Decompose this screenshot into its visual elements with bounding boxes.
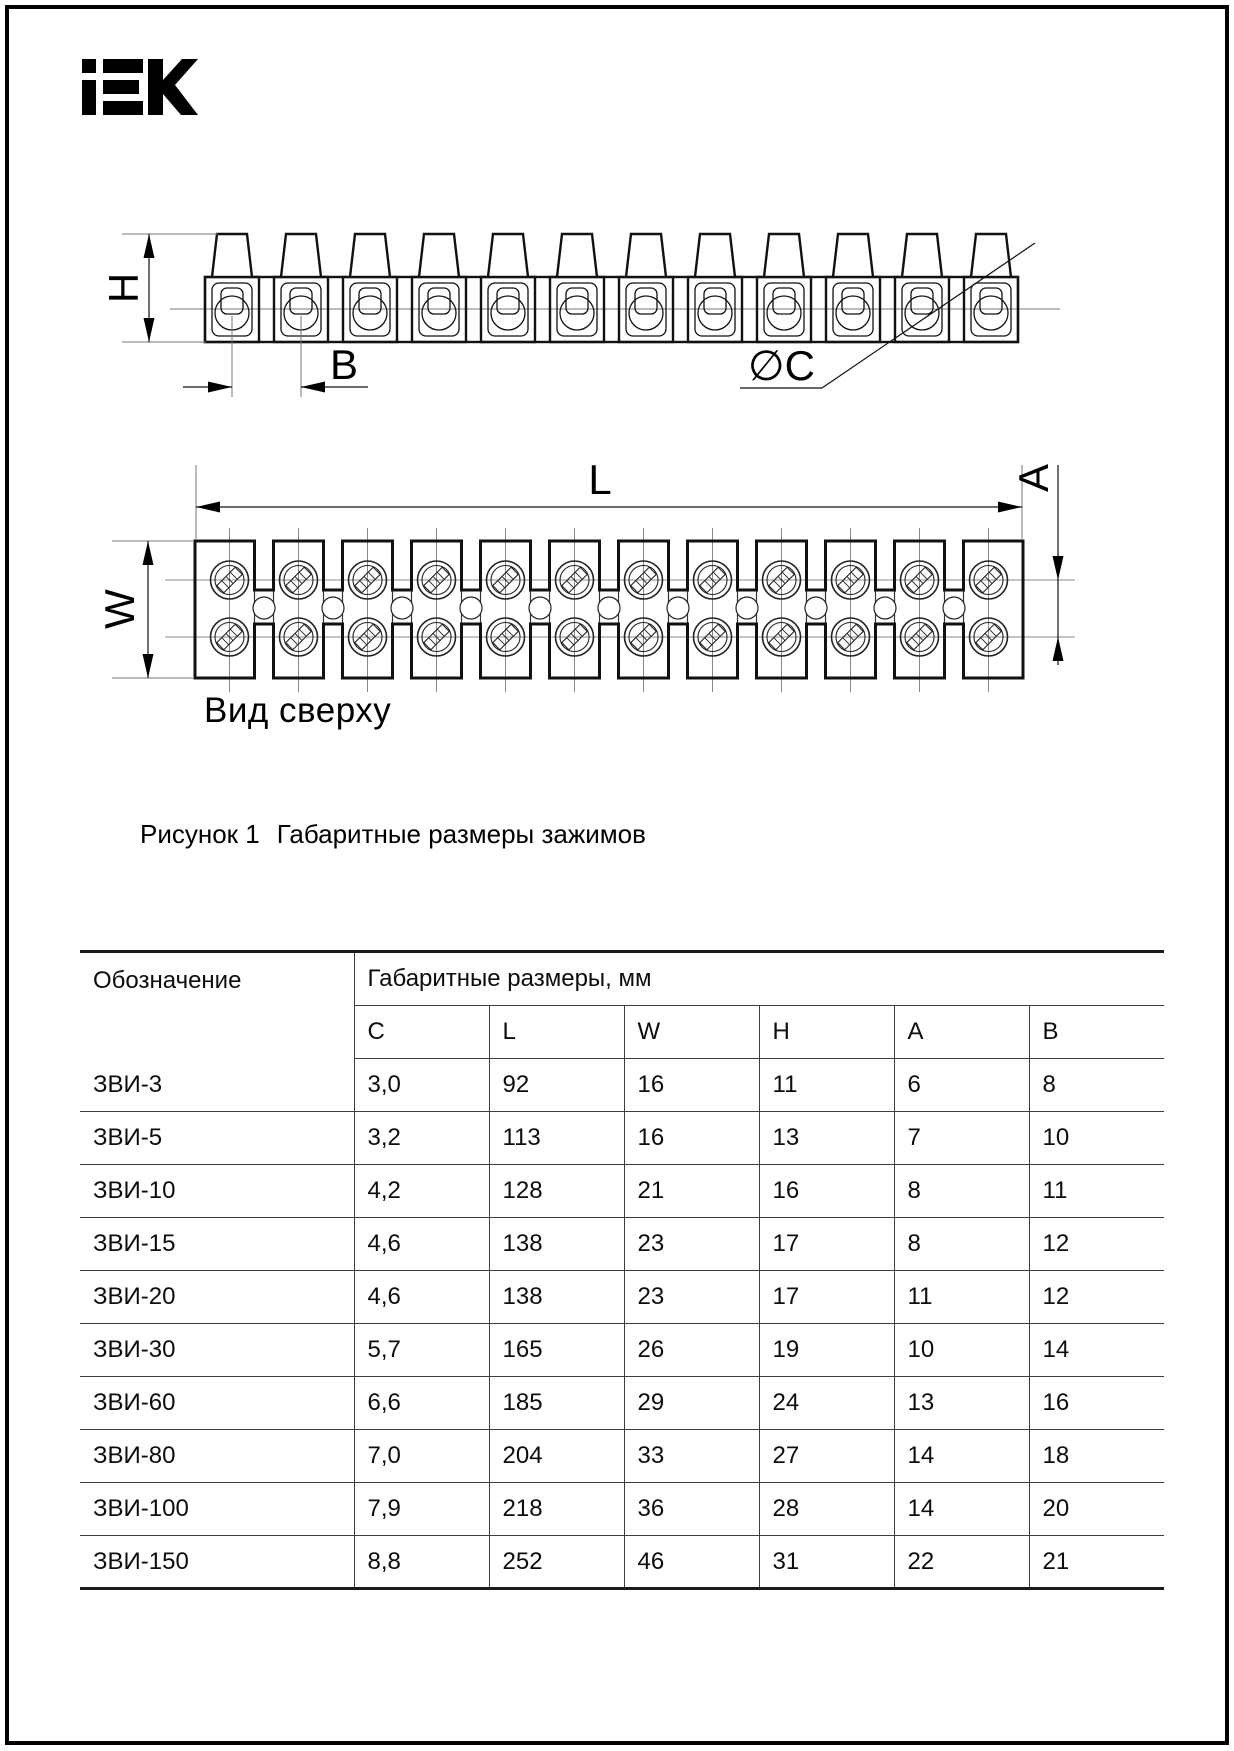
dim-label-b: B bbox=[330, 341, 359, 388]
row-value: 11 bbox=[1029, 1165, 1164, 1218]
row-value: 4,2 bbox=[354, 1165, 489, 1218]
dim-w bbox=[96, 541, 193, 678]
row-value: 218 bbox=[489, 1483, 624, 1536]
row-value: 36 bbox=[624, 1483, 759, 1536]
row-value: 5,7 bbox=[354, 1324, 489, 1377]
dim-l bbox=[196, 456, 1022, 539]
row-designation: ЗВИ-60 bbox=[80, 1377, 354, 1430]
dim-h bbox=[100, 234, 218, 342]
dimensional-drawing bbox=[0, 180, 1234, 760]
dim-label-h: H bbox=[100, 272, 147, 304]
row-value: 11 bbox=[759, 1059, 894, 1112]
row-designation: ЗВИ-3 bbox=[80, 1059, 354, 1112]
table-row bbox=[80, 1218, 1164, 1271]
row-value: 14 bbox=[894, 1483, 1029, 1536]
row-value: 21 bbox=[624, 1165, 759, 1218]
iek-logo-glyphs bbox=[82, 59, 198, 115]
column-header-l: L bbox=[489, 1006, 624, 1059]
row-designation: ЗВИ-5 bbox=[80, 1112, 354, 1165]
row-designation: ЗВИ-30 bbox=[80, 1324, 354, 1377]
row-designation: ЗВИ-10 bbox=[80, 1165, 354, 1218]
row-designation: ЗВИ-20 bbox=[80, 1271, 354, 1324]
column-group-header: Габаритные размеры, мм bbox=[354, 952, 1164, 1006]
row-value: 27 bbox=[759, 1430, 894, 1483]
row-value: 8,8 bbox=[354, 1536, 489, 1589]
top-view-drawing bbox=[96, 456, 1075, 692]
column-header-designation: Обозначение bbox=[93, 967, 242, 994]
row-value: 10 bbox=[894, 1324, 1029, 1377]
figure-caption-number: Рисунок 1 bbox=[140, 819, 260, 849]
table-row bbox=[80, 1324, 1164, 1377]
row-designation: ЗВИ-100 bbox=[80, 1483, 354, 1536]
row-value: 13 bbox=[759, 1112, 894, 1165]
row-value: 252 bbox=[489, 1536, 624, 1589]
row-value: 13 bbox=[894, 1377, 1029, 1430]
row-value: 12 bbox=[1029, 1271, 1164, 1324]
column-header-h: H bbox=[759, 1006, 894, 1059]
column-header-b: B bbox=[1029, 1006, 1164, 1059]
row-designation: ЗВИ-80 bbox=[80, 1430, 354, 1483]
row-value: 185 bbox=[489, 1377, 624, 1430]
row-value: 24 bbox=[759, 1377, 894, 1430]
row-value: 17 bbox=[759, 1271, 894, 1324]
column-header-w: W bbox=[624, 1006, 759, 1059]
side-view-drawing bbox=[100, 234, 1060, 397]
row-value: 16 bbox=[624, 1059, 759, 1112]
row-value: 7,0 bbox=[354, 1430, 489, 1483]
dimensions-table-body bbox=[80, 1059, 1164, 1589]
row-value: 22 bbox=[894, 1536, 1029, 1589]
row-value: 128 bbox=[489, 1165, 624, 1218]
row-value: 113 bbox=[489, 1112, 624, 1165]
table-row bbox=[80, 1377, 1164, 1430]
row-value: 33 bbox=[624, 1430, 759, 1483]
row-value: 16 bbox=[759, 1165, 894, 1218]
row-value: 138 bbox=[489, 1271, 624, 1324]
row-value: 165 bbox=[489, 1324, 624, 1377]
row-value: 18 bbox=[1029, 1430, 1164, 1483]
row-designation: ЗВИ-15 bbox=[80, 1218, 354, 1271]
row-value: 31 bbox=[759, 1536, 894, 1589]
table-row bbox=[80, 1271, 1164, 1324]
row-value: 12 bbox=[1029, 1218, 1164, 1271]
dim-label-w: W bbox=[96, 589, 143, 629]
row-value: 16 bbox=[624, 1112, 759, 1165]
dimensions-table bbox=[80, 950, 1164, 1590]
dimensions-table-header bbox=[80, 952, 1164, 1059]
row-value: 46 bbox=[624, 1536, 759, 1589]
row-value: 204 bbox=[489, 1430, 624, 1483]
row-value: 8 bbox=[894, 1218, 1029, 1271]
row-value: 92 bbox=[489, 1059, 624, 1112]
row-value: 11 bbox=[894, 1271, 1029, 1324]
row-value: 7,9 bbox=[354, 1483, 489, 1536]
row-value: 16 bbox=[1029, 1377, 1164, 1430]
iek-logo bbox=[82, 59, 198, 115]
table-row bbox=[80, 1059, 1164, 1112]
column-header-c: C bbox=[354, 1006, 489, 1059]
row-value: 3,0 bbox=[354, 1059, 489, 1112]
table-row bbox=[80, 1430, 1164, 1483]
table-row bbox=[80, 1483, 1164, 1536]
top-view-label: Вид сверху bbox=[204, 691, 392, 730]
row-value: 3,2 bbox=[354, 1112, 489, 1165]
row-value: 21 bbox=[1029, 1536, 1164, 1589]
figure-caption-text: Габаритные размеры зажимов bbox=[276, 819, 646, 849]
row-value: 6 bbox=[894, 1059, 1029, 1112]
dim-label-diameter-c: ∅C bbox=[748, 342, 815, 389]
row-designation: ЗВИ-150 bbox=[93, 1547, 189, 1575]
row-value: 10 bbox=[1029, 1112, 1164, 1165]
row-value: 6,6 bbox=[354, 1377, 489, 1430]
dim-label-a: A bbox=[1010, 463, 1057, 493]
row-value: 23 bbox=[624, 1271, 759, 1324]
table-row bbox=[80, 1165, 1164, 1218]
figure-caption bbox=[140, 819, 646, 850]
row-value: 4,6 bbox=[354, 1271, 489, 1324]
row-value: 14 bbox=[894, 1430, 1029, 1483]
row-value: 28 bbox=[759, 1483, 894, 1536]
row-value: 20 bbox=[1029, 1483, 1164, 1536]
table-row bbox=[80, 1536, 1164, 1589]
row-value: 23 bbox=[624, 1218, 759, 1271]
table-row bbox=[80, 1112, 1164, 1165]
row-value: 7 bbox=[894, 1112, 1029, 1165]
row-value: 17 bbox=[759, 1218, 894, 1271]
row-value: 4,6 bbox=[354, 1218, 489, 1271]
row-value: 8 bbox=[1029, 1059, 1164, 1112]
column-header-a: A bbox=[894, 1006, 1029, 1059]
row-value: 26 bbox=[624, 1324, 759, 1377]
row-value: 14 bbox=[1029, 1324, 1164, 1377]
row-value: 19 bbox=[759, 1324, 894, 1377]
row-value: 29 bbox=[624, 1377, 759, 1430]
row-value: 138 bbox=[489, 1218, 624, 1271]
row-value: 8 bbox=[894, 1165, 1029, 1218]
dim-label-l: L bbox=[588, 456, 612, 503]
